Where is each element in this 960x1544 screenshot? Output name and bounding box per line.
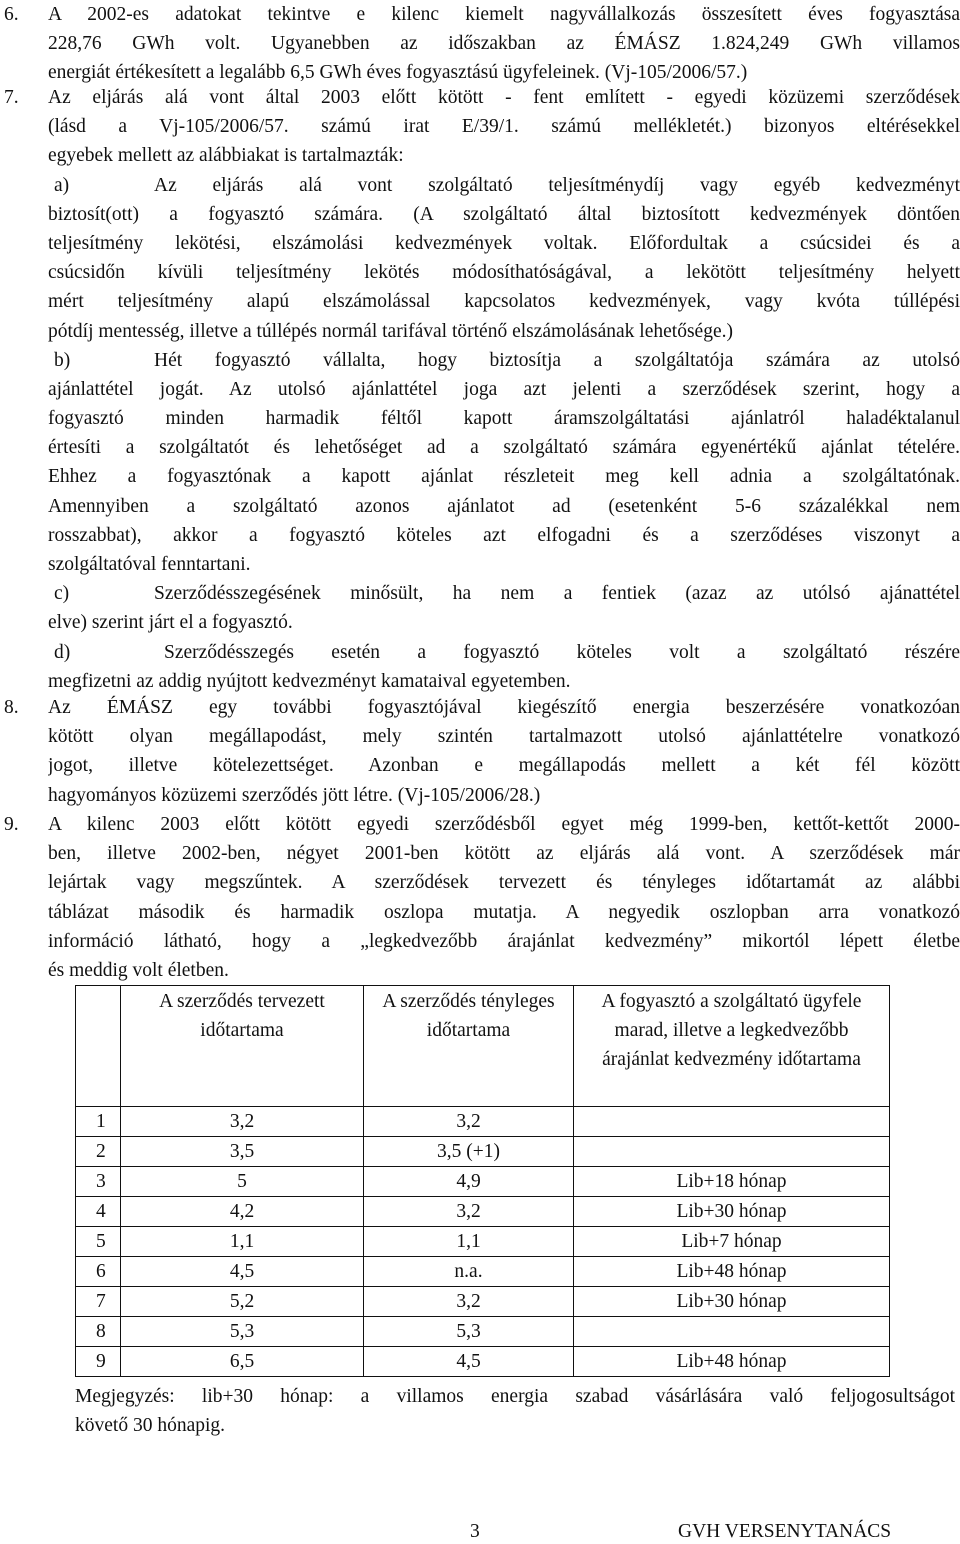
text-line: pótdíj mentesség, illetve a túllépés normál tarifával történő elszámolásának lehetősége.) [48, 320, 733, 342]
table-header-row [76, 986, 890, 1107]
table-cell: 5,2 [121, 1287, 364, 1317]
subitem-text: Hét fogyasztó vállalta, hogy biztosítja a szolgáltatója számára az utolsó [154, 349, 960, 371]
text-line: ben, illetve 2002-ben, négyet 2001-ben kötött az eljárás alá vont. A szerződések már [48, 843, 960, 865]
text-line: Amennyiben a szolgáltató azonos ajánlatot ad (esetenként 5-6 százalékkal nem [48, 495, 960, 517]
text-line: táblázat második és harmadik oszlopa mutatja. A negyedik oszlopban arra vonatkozó [48, 901, 960, 923]
table-row [76, 1167, 890, 1197]
page-number: 3 [470, 1521, 480, 1542]
paragraph-number: 8. [4, 697, 19, 718]
table-cell: 9 [76, 1347, 121, 1377]
table-cell: 1,1 [364, 1227, 574, 1257]
text-line: Megjegyzés: lib+30 hónap: a villamos energia szabad vásárlására való feljogosultságot [75, 1386, 955, 1407]
table-header-cell: A szerződés tényleges időtartama [364, 986, 574, 1107]
table-cell: Lib+48 hónap [574, 1257, 890, 1287]
table-row [76, 1107, 890, 1137]
table-cell: 1 [76, 1107, 121, 1137]
text-line: egyebek mellett az alábbiakat is tartalmazták: [48, 145, 404, 167]
subitem-c-first-line [48, 579, 960, 608]
table-cell: 6,5 [121, 1347, 364, 1377]
text-line: Az ÉMÁSZ egy további fogyasztójával kiegészítő energia beszerzésére vonatkozóan [48, 697, 960, 718]
table-row [76, 1227, 890, 1257]
subitem-d-first-line [48, 638, 960, 667]
text-line: kötött olyan megállapodást, mely szintén tartalmazott utolsó ajánlattételre vonatkozó [48, 726, 960, 748]
table-cell: 3,5 (+1) [364, 1137, 574, 1167]
table-cell: 5 [76, 1227, 121, 1257]
text-line: fogyasztó minden harmadik féltől kapott áramszolgáltatási ajánlatról haladéktalanul [48, 408, 960, 430]
table-cell: 3 [76, 1167, 121, 1197]
table-row [76, 1317, 890, 1347]
table-cell: 4,5 [121, 1257, 364, 1287]
table-cell: 3,2 [364, 1197, 574, 1227]
table-cell: 4,2 [121, 1197, 364, 1227]
contract-duration-table [75, 985, 890, 1377]
table-cell: 4,5 [364, 1347, 574, 1377]
subitem-text: Az eljárás alá vont szolgáltató teljesítménydíj vagy egyéb kedvezményt [154, 174, 960, 196]
table-cell: Lib+18 hónap [574, 1167, 890, 1197]
table-cell: 7 [76, 1287, 121, 1317]
table-cell [574, 1107, 890, 1137]
table-cell: 3,2 [121, 1107, 364, 1137]
text-line: energiát értékesített a legalább 6,5 GWh éves fogyasztású ügyfeleinek. (Vj-105/2006/57.) [48, 62, 748, 84]
table-row [76, 1197, 890, 1227]
subitem-label: d) [54, 641, 71, 663]
text-line: értesíti a szolgáltatót és lehetőséget ad a szolgáltató számára egyenértékű ajánlat tételére. [48, 437, 960, 459]
table-row [76, 1347, 890, 1377]
table-cell: 6 [76, 1257, 121, 1287]
text-line: és meddig volt életben. [48, 959, 229, 981]
text-line: megfizetni az addig nyújtott kedvezményt kamataival egyetemben. [48, 670, 571, 692]
table-header-cell: A szerződés tervezett időtartama [121, 986, 364, 1107]
table-note [75, 1382, 955, 1440]
table-cell: 5 [121, 1167, 364, 1197]
table-cell: 8 [76, 1317, 121, 1347]
text-line: Ehhez a fogyasztónak a kapott ajánlat részleteit meg kell adnia a szolgáltatónak. [48, 466, 960, 488]
text-line: biztosít(ott) a fogyasztó számára. (A szolgáltató által biztosított kedvezmények döntően [48, 203, 960, 225]
text-line: lejártak vagy megszűntek. A szerződések tervezett és tényleges időtartamát az alábbi [48, 872, 960, 894]
text-line: csúcsidőn kívüli teljesítmény lekötés módosíthatóságával, a lekötött teljesítmény helyett [48, 262, 960, 284]
table-cell: Lib+7 hónap [574, 1227, 890, 1257]
table-cell: Lib+30 hónap [574, 1197, 890, 1227]
text-line: információ látható, hogy a „legkedvezőbb árajánlat kedvezmény” mikortól lépett életbe [48, 930, 960, 952]
text-line: teljesítmény lekötési, elszámolási kedvezmények voltak. Előfordultak a csúcsidei és a [48, 232, 960, 254]
subitem-a-first-line [48, 171, 960, 200]
text-line: Az eljárás alá vont által 2003 előtt kötött - fent említett - egyedi közüzemi szerződések [48, 87, 960, 108]
text-line: elve) szerint járt el a fogyasztó. [48, 612, 293, 634]
table-cell: n.a. [364, 1257, 574, 1287]
text-line: ajánlattétel jogát. Az utolsó ajánlattétel joga azt jelenti a szerződések szerint, hogy a [48, 378, 960, 400]
table-row [76, 1257, 890, 1287]
subitem-b-first-line [48, 346, 960, 375]
table-cell: 4,9 [364, 1167, 574, 1197]
table-header-cell: A fogyasztó a szolgáltató ügyfele marad, illetve a legkedvezőbb árajánlat kedvezmény időtartama [574, 986, 890, 1107]
table-cell: 3,2 [364, 1107, 574, 1137]
table-cell: 3,5 [121, 1137, 364, 1167]
text-line: rosszabbat), akkor a fogyasztó köteles azt elfogadni és a szerződéses viszonyt a [48, 524, 960, 546]
table-cell [574, 1137, 890, 1167]
subitem-text: Szerződésszegés esetén a fogyasztó köteles volt a szolgáltató részére [164, 641, 960, 663]
text-line: jogot, illetve kötelezettséget. Azonban e megállapodás mellett a két fél között [48, 755, 960, 777]
table-cell: 5,3 [121, 1317, 364, 1347]
paragraph-number: 7. [4, 87, 19, 108]
text-line: szolgáltatóval fenntartani. [48, 554, 251, 575]
table-row [76, 1287, 890, 1317]
subitem-label: c) [54, 583, 70, 605]
subitem-text: Szerződésszegésének minősült, ha nem a fentiek (azaz az utólsó ajánattétel [154, 583, 960, 605]
table-cell: 4 [76, 1197, 121, 1227]
subitem-label: b) [54, 349, 71, 371]
paragraph-number: 9. [4, 814, 19, 835]
table-cell: 2 [76, 1137, 121, 1167]
table-cell: 3,2 [364, 1287, 574, 1317]
text-line: mért teljesítmény alapú elszámolással kapcsolatos kedvezmények, vagy kvóta túllépési [48, 291, 960, 313]
table-row [76, 1137, 890, 1167]
table-cell: 5,3 [364, 1317, 574, 1347]
text-line: A 2002-es adatokat tekintve e kilenc kiemelt nagyvállalkozás összesített éves fogyasztása [48, 4, 960, 25]
text-line: követő 30 hónapig. [75, 1415, 226, 1437]
table-cell: 1,1 [121, 1227, 364, 1257]
table-cell [574, 1317, 890, 1347]
table-header-cell [76, 986, 121, 1107]
text-line: A kilenc 2003 előtt kötött egyedi szerződésből egyet még 1999-ben, kettőt-kettőt 2000- [48, 814, 960, 835]
text-line: 228,76 GWh volt. Ugyanebben az időszakban az ÉMÁSZ 1.824,249 GWh villamos [48, 33, 960, 55]
paragraph-number: 6. [4, 4, 19, 25]
text-line: hagyományos közüzemi szerződés jött létre. (Vj-105/2006/28.) [48, 784, 541, 806]
table-cell: Lib+48 hónap [574, 1347, 890, 1377]
table-cell: Lib+30 hónap [574, 1287, 890, 1317]
subitem-label: a) [54, 174, 70, 196]
footer-title: GVH VERSENYTANÁCS [678, 1521, 892, 1542]
text-line: (lásd a Vj-105/2006/57. számú irat E/39/1. számú mellékletét.) bizonyos eltérésekkel [48, 116, 960, 138]
